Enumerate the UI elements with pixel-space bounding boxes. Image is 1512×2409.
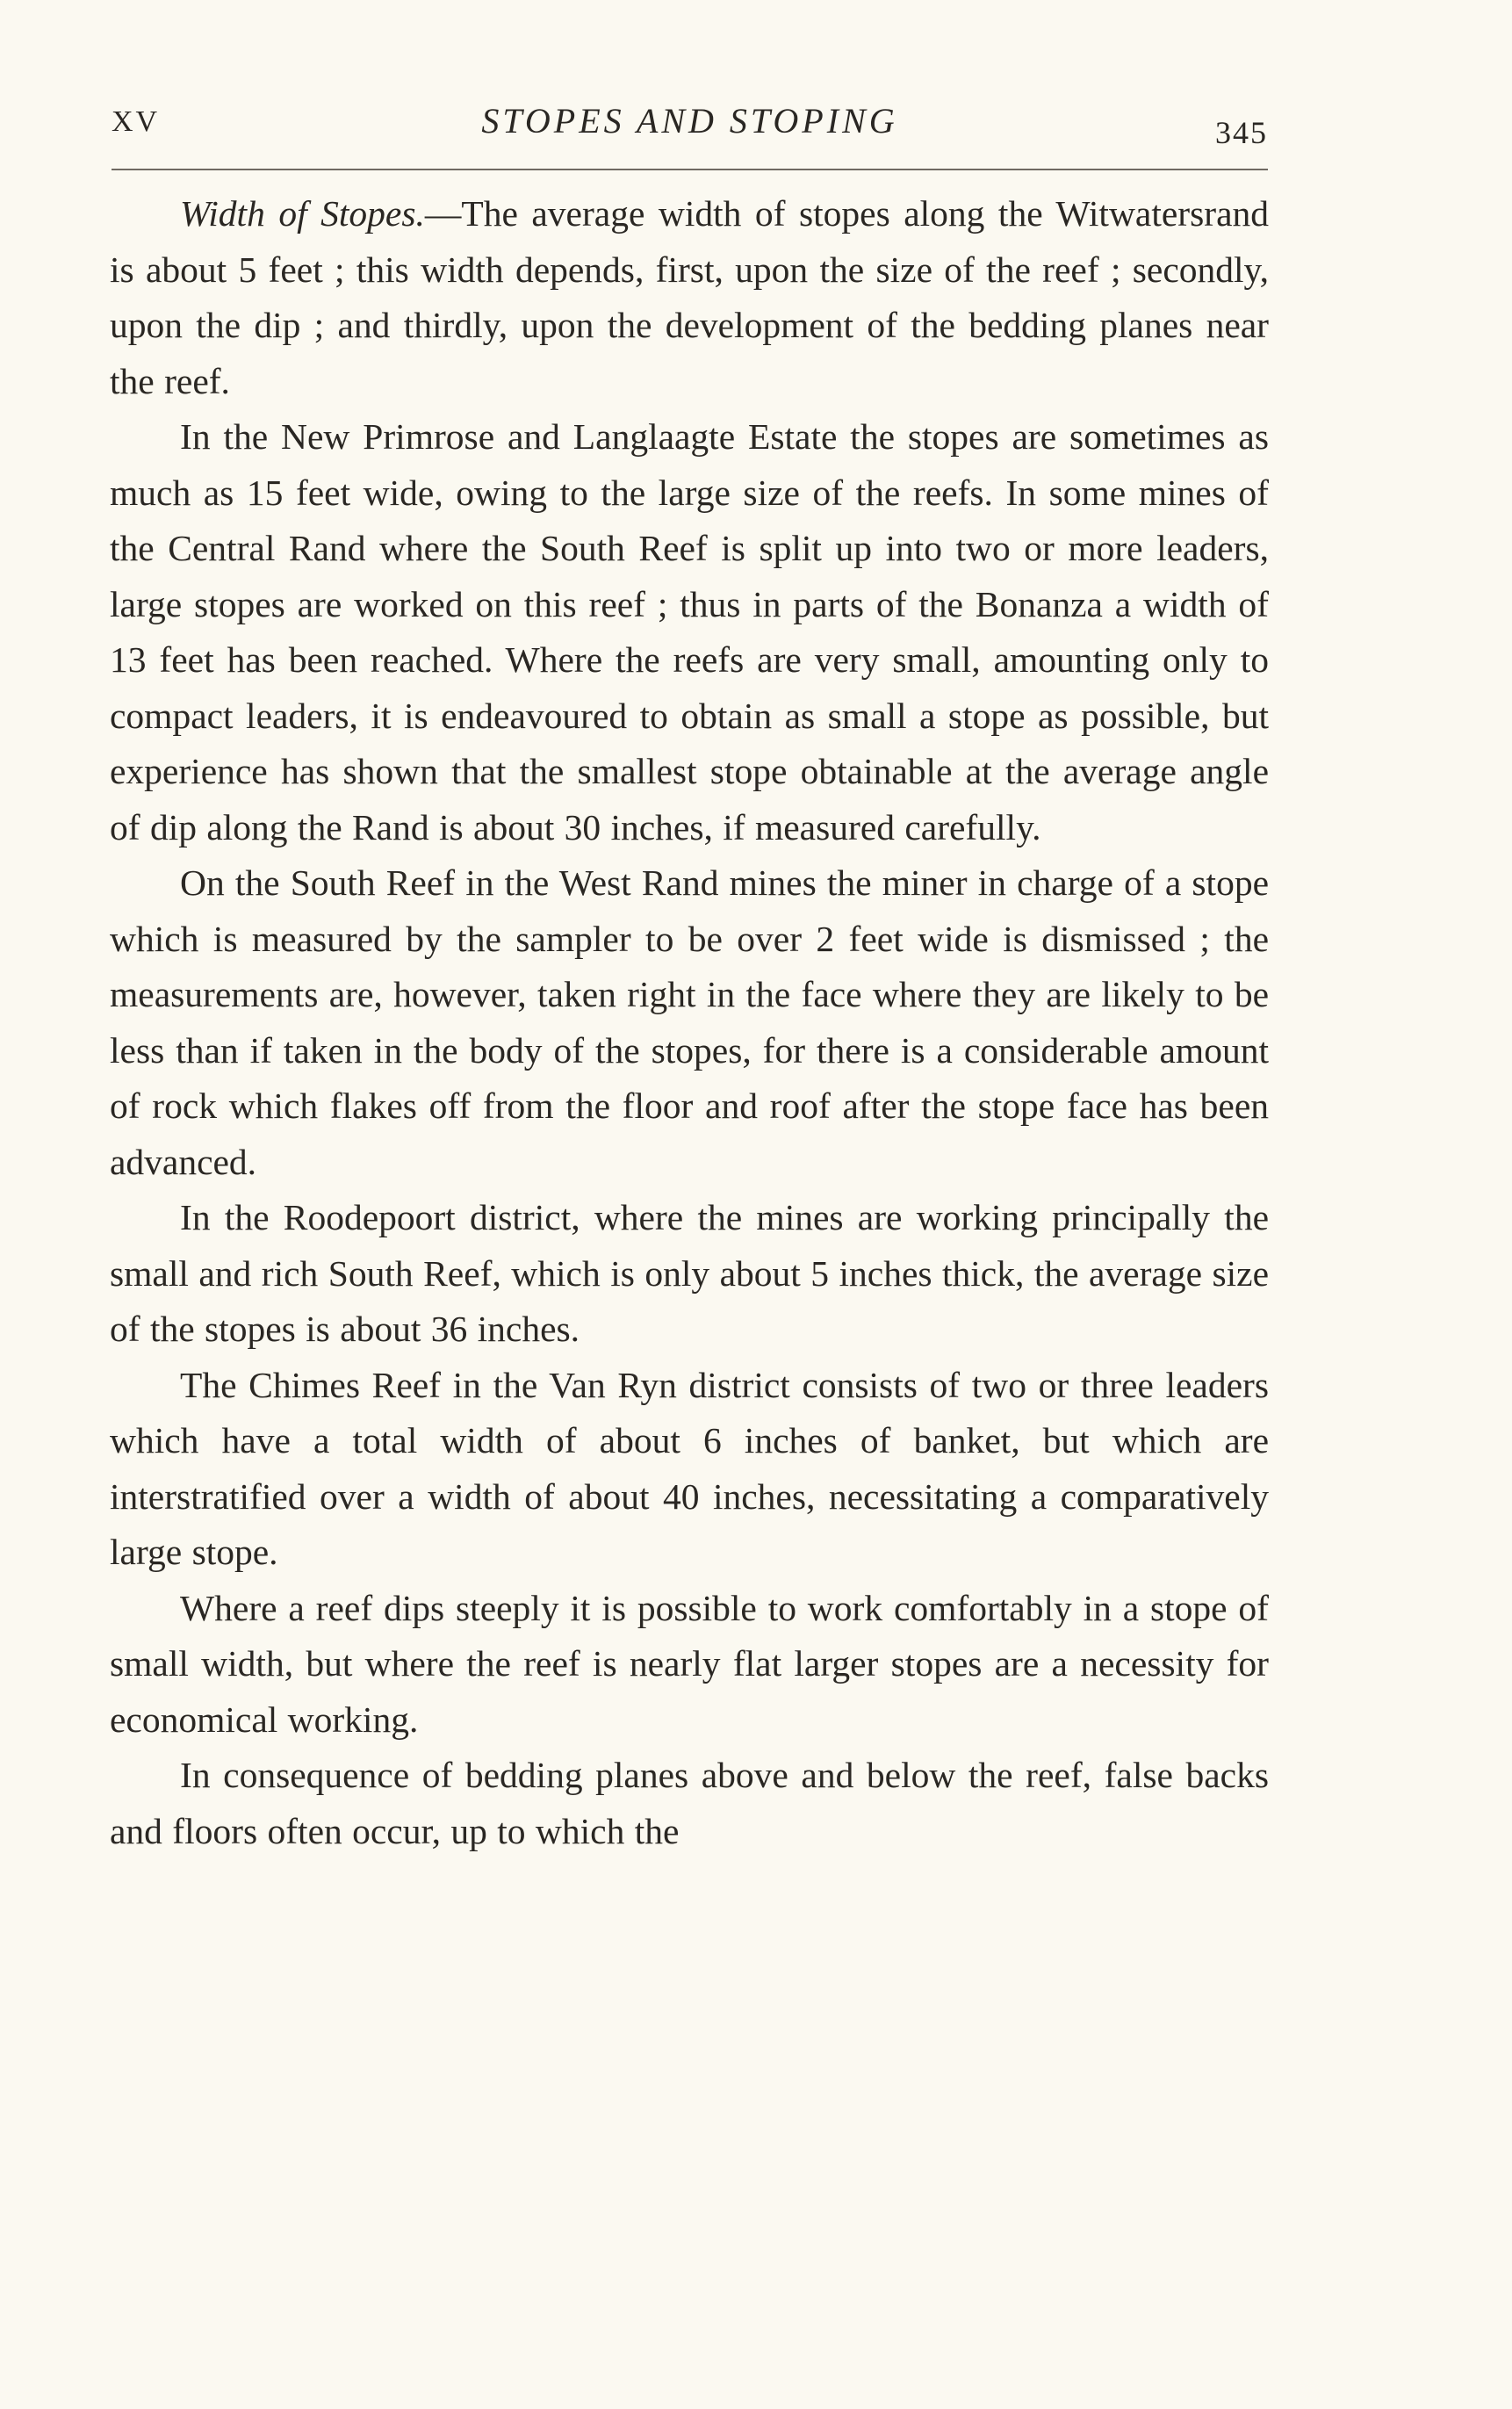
body-text xyxy=(110,186,1269,1859)
page-header xyxy=(112,98,1268,169)
running-title: STOPES AND STOPING xyxy=(481,101,898,141)
page-number: 345 xyxy=(1215,115,1268,150)
chapter-number: XV xyxy=(112,105,161,138)
paragraph: In the Roodepoort district, where the mines are working principally the small and rich South Reef, which is only about 5 inches thick, the average size of the stopes is about 36 inches. xyxy=(110,1197,1269,1349)
paragraph: On the South Reef in the West Rand mines the miner in charge of a stope which is measured by the sampler to be over 2 feet wide is dismissed ; the measurements are, however, taken right in the face where they are likely to be less than if taken in the body of the stopes, for there is a considerable amount of rock which flakes off from the floor and roof after the stope face has been advanced. xyxy=(110,862,1269,1182)
paragraph: The Chimes Reef in the Van Ryn district consists of two or three leaders which have a total width of about 6 inches of banket, but which are interstratified over a width of about 40 inches, necessitating a comparatively large stope. xyxy=(110,1364,1269,1572)
paragraph: In the New Primrose and Langlaagte Estate the stopes are sometimes as much as 15 feet wide, owing to the large size of the reefs. In some mines of the Central Rand where the South Reef is split up into two or more leaders, large stopes are worked on this reef ; thus in parts of the Bonanza a width of 13 feet has been reached. Where the reefs are very small, amounting only to compact leaders, it is endeavoured to obtain as small a stope as possible, but experience has shown that the smallest stope obtainable at the average angle of dip along the Rand is about 30 inches, if measured carefully. xyxy=(110,416,1269,847)
section-heading: Width of Stopes. xyxy=(180,193,425,234)
paragraph-width-of-stopes xyxy=(110,186,1269,409)
paragraph: Where a reef dips steeply it is possible to work comfortably in a stope of small width, but where the reef is nearly flat larger stopes are a necessity for economical working. xyxy=(110,1587,1269,1740)
paragraph-text: —The average width of stopes along the Witwatersrand is about 5 feet ; this width depends, first, upon the size of the reef ; secondly, upon the dip ; and thirdly, upon the development of the bedding planes near the reef. xyxy=(110,193,1269,401)
header-rule xyxy=(112,169,1268,170)
paragraph-continued: In consequence of bedding planes above and below the reef, false backs and floors often occur, up to which the xyxy=(110,1755,1269,1851)
